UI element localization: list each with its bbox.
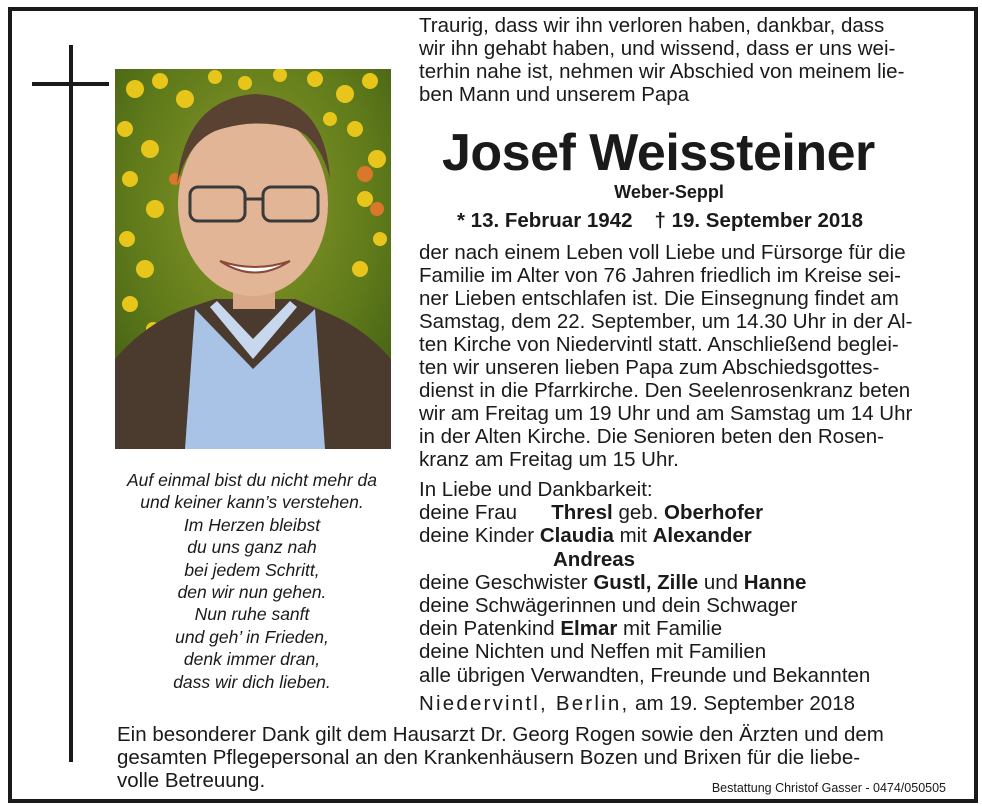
family-child-2 [419,548,870,571]
body-line: in der Alten Kirche. Die Senioren beten den Rosen- [419,425,884,448]
child-name: Andreas [553,547,636,571]
family-siblings [419,571,870,594]
body-text [419,241,912,471]
godchild-name: Elmar [560,617,618,641]
wife-geb: geb. [618,501,659,525]
wife-maiden-name: Oberhofer [664,501,764,525]
family-inlaws: deine Schwägerinnen und dein Schwager [419,594,798,618]
child-with: mit [619,524,647,548]
intro-line: terhin nahe ist, nehmen wir Abschied von meinem lie- [419,60,905,83]
deceased-nickname: Weber-Seppl [614,182,724,202]
poem-line: Auf einmal bist du nicht mehr da [127,470,377,490]
obituary-frame [8,7,978,803]
siblings-names: Gustl, Zille [593,570,699,594]
wife-name: Thresl [551,501,613,525]
body-line: dienst in die Pfarrkirche. Den Seelenrosenkranz beten [419,379,911,402]
family-nieces: deine Nichten und Neffen mit Familien [419,640,767,664]
intro-line: Traurig, dass wir ihn verloren haben, dankbar, dass [419,14,885,37]
body-line: wir am Freitag um 19 Uhr und am Samstag um 14 Uhr [419,402,913,425]
cross-icon-horizontal [32,82,109,86]
wife-prefix: deine Frau [419,501,518,525]
cross-icon-vertical [69,45,73,762]
sibling-name: Hanne [743,570,807,594]
poem-line: du uns ganz nah [187,537,317,558]
thanks-line: volle Betreuung. [117,769,266,792]
body-line: Samstag, dem 22. September, um 14.30 Uhr in der Al- [419,310,913,333]
date-text: am 19. September 2018 [635,692,855,715]
death-date: † 19. September 2018 [654,209,864,232]
funeral-home: Bestattung Christof Gasser - 0474/050505 [711,781,946,795]
poem-line: dass wir dich lieben. [173,671,331,692]
poem-line: bei jedem Schritt, [184,559,320,580]
thanks-line: Ein besonderer Dank gilt dem Hausarzt Dr. Georg Rogen sowie den Ärzten und dem [117,723,884,746]
body-line: kranz am Freitag um 15 Uhr. [419,448,679,471]
child-name: Claudia [539,524,614,548]
place-names: Niedervintl, Berlin, [419,692,630,715]
deceased-name: Josef Weissteiner [442,124,875,182]
godchild-prefix: dein Patenkind [419,617,555,641]
family-list [419,478,870,687]
intro-line: ben Mann und unserem Papa [419,83,690,106]
portrait-image [115,69,391,449]
thanks-line: gesamten Pflegepersonal an den Krankenhäusern Bozen und Brixen für die liebe- [117,746,861,769]
body-line: der nach einem Leben voll Liebe und Fürsorge für die [419,241,906,264]
body-line: Familie im Alter von 76 Jahren friedlich im Kreise sei- [419,264,901,287]
poem-line: Nun ruhe sanft [194,604,310,625]
place-date [419,692,855,716]
poem-line: denk immer dran, [183,649,321,670]
siblings-and: und [703,570,739,594]
child-partner-name: Alexander [652,524,752,548]
poem-line: und keiner kann’s verstehen. [140,492,364,513]
family-godchild [419,617,870,640]
body-line: ten Kirche von Niedervintl statt. Anschließend beglei- [419,333,899,356]
poem-line: und geh’ in Frieden, [175,626,329,647]
portrait-photo [115,69,391,449]
poem-line: den wir nun gehen. [177,582,327,603]
birth-date: * 13. Februar 1942 [457,209,633,232]
poem [102,469,402,693]
life-dates [457,209,885,233]
siblings-prefix: deine Geschwister [419,570,588,594]
family-children [419,524,870,547]
body-line: ten wir unseren lieben Papa zum Abschiedsgottes- [419,356,880,379]
family-heading: In Liebe und Dankbarkeit: [419,478,653,501]
body-line: ner Lieben entschlafen ist. Die Einsegnung findet am [419,287,899,310]
godchild-suffix: mit Familie [623,617,723,641]
intro-line: wir ihn gehabt haben, und wissend, dass er uns wei- [419,37,896,60]
family-others: alle übrigen Verwandten, Freunde und Bekannten [419,663,871,687]
family-wife [419,501,870,524]
intro-text [419,14,964,106]
children-prefix: deine Kinder [419,524,535,548]
poem-line: Im Herzen bleibst [183,514,321,535]
